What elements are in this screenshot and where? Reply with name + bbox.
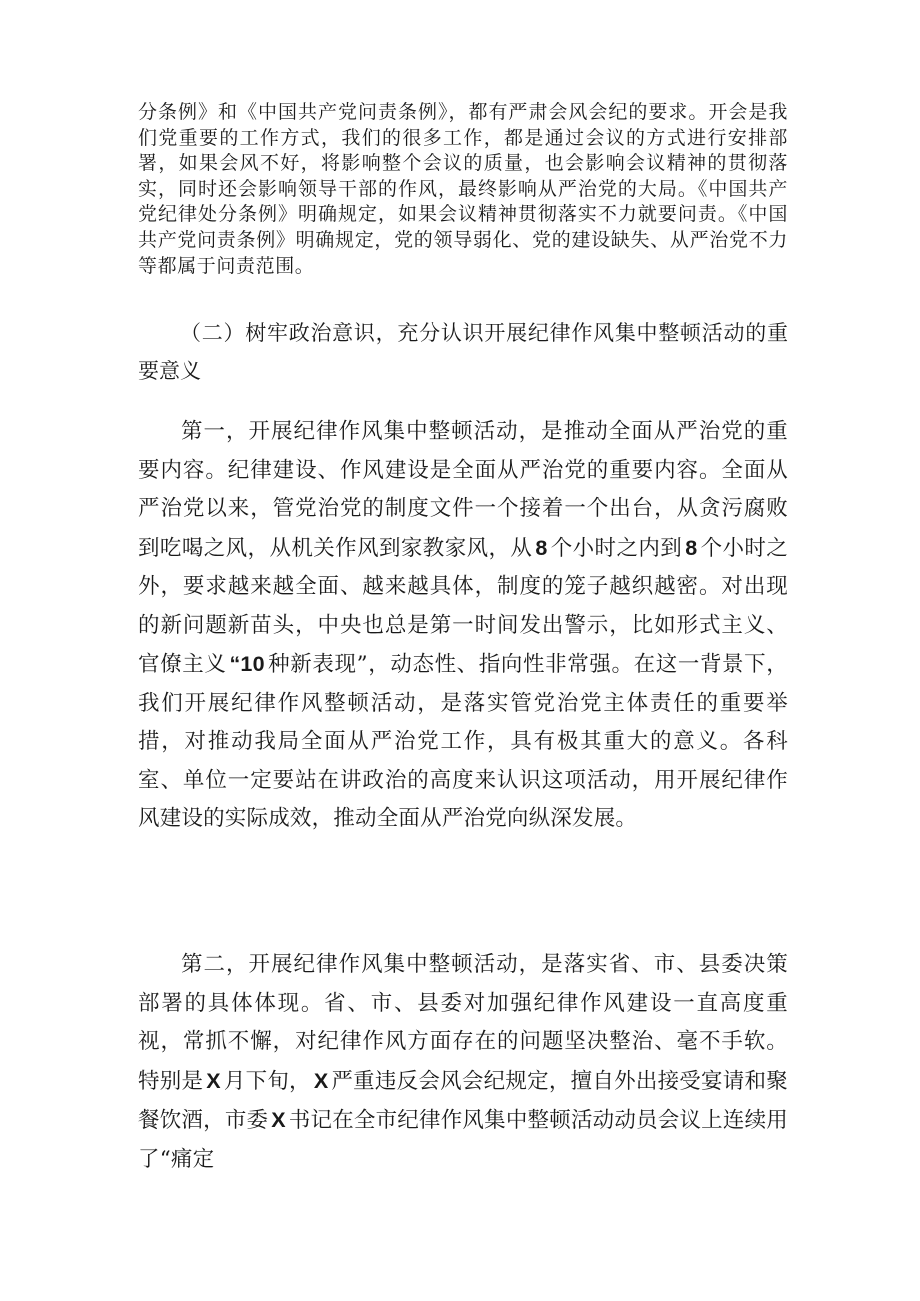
paragraph-second-text-4: 书记在全市纪律作风集中整顿活动动员会议上连续用了“痛定 — [138, 1108, 788, 1172]
paragraph-second-letter-1: X — [206, 1068, 221, 1093]
paragraph-first-number-1: 8 — [535, 535, 548, 560]
paragraph-second-letter-2: X — [313, 1068, 329, 1093]
paragraph-first-text-4: 种新表现”，动态性、指向性非常强。在这一背景下，我们开展纪律作风整顿活动，是落实管党治党主体责任的重要举措，对推动我局全面从严治党工作，具有极其重大的意义。各科室、单位一定要站在讲政治的高度来认识这项活动，用开展纪律作风建设的实际成效，推动全面从严治党向纵深发展。 — [138, 652, 788, 831]
paragraph-second-text-2: 月下旬， — [223, 1068, 311, 1094]
paragraph-continuation: 分条例》和《中国共产党问责条例》，都有严肃会风会纪的要求。开会是我们党重要的工作方式，我们的很多工作，都是通过会议的方式进行安排部署，如果会风不好，将影响整个会议的质量，也会影响会议精神的贯彻落实，同时还会影响领导干部的作风，最终影响从严治党的大局。《中国共产党纪律处分条例》明确规定，如果会议精神贯彻落实不力就要问责。《中国共产党问责条例》明确规定，党的领导弱化、党的建设缺失、从严治党不力等都属于问责范围。 — [138, 101, 788, 277]
paragraph-first-text-1: 第一，开展纪律作风集中整顿活动，是推动全面从严治党的重要内容。纪律建设、作风建设是全面从严治党的重要内容。全面从严治党以来，管党治党的制度文件一个接着一个出台，从贪污腐败到吃喝之风，从机关作风到家教家风，从 — [138, 419, 788, 561]
paragraph-second — [138, 946, 788, 1179]
paragraph-second-text-1: 第二，开展纪律作风集中整顿活动，是落实省、市、县委决策部署的具体体现。省、市、县委对加强纪律作风建设一直高度重视，常抓不懈，对纪律作风方面存在的问题坚决整治、毫不手软。特别是 — [138, 952, 788, 1094]
paragraph-first-number-2: 8 — [685, 535, 698, 560]
paragraph-second-letter-3: X — [271, 1108, 286, 1132]
paragraph-first-text-3: 个小时之外，要求越来越全面、越来越具体，制度的笼子越织越密。对出现的新问题新苗头，中央也总是第一时间发出警示，比如形式主义、官僚主义 — [138, 535, 789, 677]
paragraph-second-text-3: 严重违反会风会纪规定，擅自外出接受宴请和聚餐饮酒，市委 — [138, 1068, 788, 1133]
section-heading: （二）树牢政治意识，充分认识开展纪律作风集中整顿活动的重要意义 — [138, 321, 788, 383]
paragraph-first — [138, 413, 788, 839]
paragraph-first-number-3: “10 — [229, 652, 265, 676]
paragraph-first-text-2: 个小时之内到 — [550, 535, 683, 561]
